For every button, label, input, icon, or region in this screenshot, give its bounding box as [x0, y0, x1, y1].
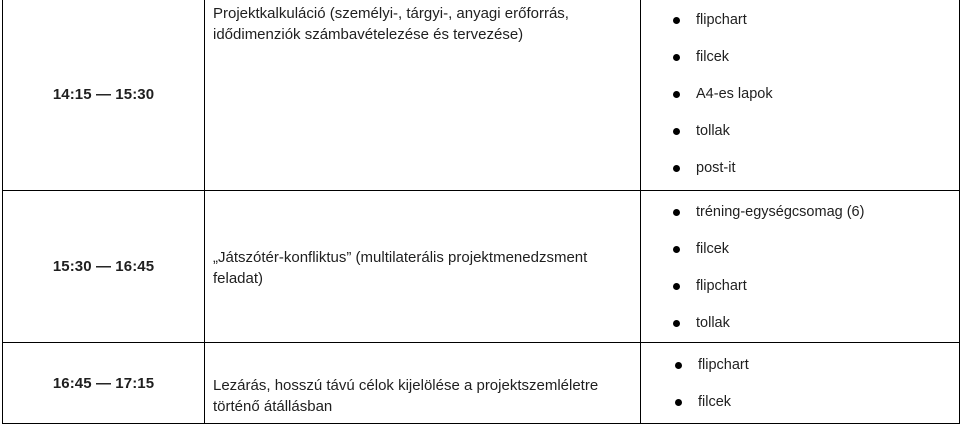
list-item: filcek [641, 384, 959, 421]
description-cell [205, 0, 641, 191]
description-line: Lezárás, hosszú távú célok kijelölése a projektszemléletre [213, 377, 599, 394]
materials-list [641, 347, 959, 421]
list-item: filcek [641, 39, 959, 76]
description-line: „Játszótér-konfliktus” (multilaterális projektmenedzsment [213, 248, 588, 266]
description-cell [205, 343, 641, 424]
table-row [3, 343, 960, 424]
description-cell [205, 191, 641, 343]
description-line: történő átállásban [213, 398, 333, 415]
materials-cell [641, 191, 960, 343]
description-line: idődimenziók számbavételezése és tervezése) [213, 26, 524, 43]
list-item: tréning-egységcsomag (6) [641, 194, 959, 231]
materials-cell [641, 343, 960, 424]
list-item: flipchart [641, 347, 959, 384]
description-line: feladat) [213, 269, 264, 287]
materials-list [641, 194, 959, 342]
table-row [3, 0, 960, 191]
materials-cell [641, 0, 960, 191]
list-item: flipchart [641, 268, 959, 305]
table-row [3, 191, 960, 343]
time-cell: 14:15 — 15:30 [3, 0, 205, 191]
list-item: tollak [641, 305, 959, 342]
materials-list [641, 2, 959, 187]
list-item: tollak [641, 113, 959, 150]
time-cell: 16:45 — 17:15 [3, 343, 205, 424]
schedule-table [2, 0, 960, 424]
list-item: filcek [641, 231, 959, 268]
list-item: flipchart [641, 2, 959, 39]
list-item: post-it [641, 150, 959, 187]
description-line: Projektkalkuláció (személyi-, tárgyi-, anyagi erőforrás, [213, 5, 569, 22]
list-item: A4-es lapok [641, 76, 959, 113]
time-cell: 15:30 — 16:45 [3, 191, 205, 343]
